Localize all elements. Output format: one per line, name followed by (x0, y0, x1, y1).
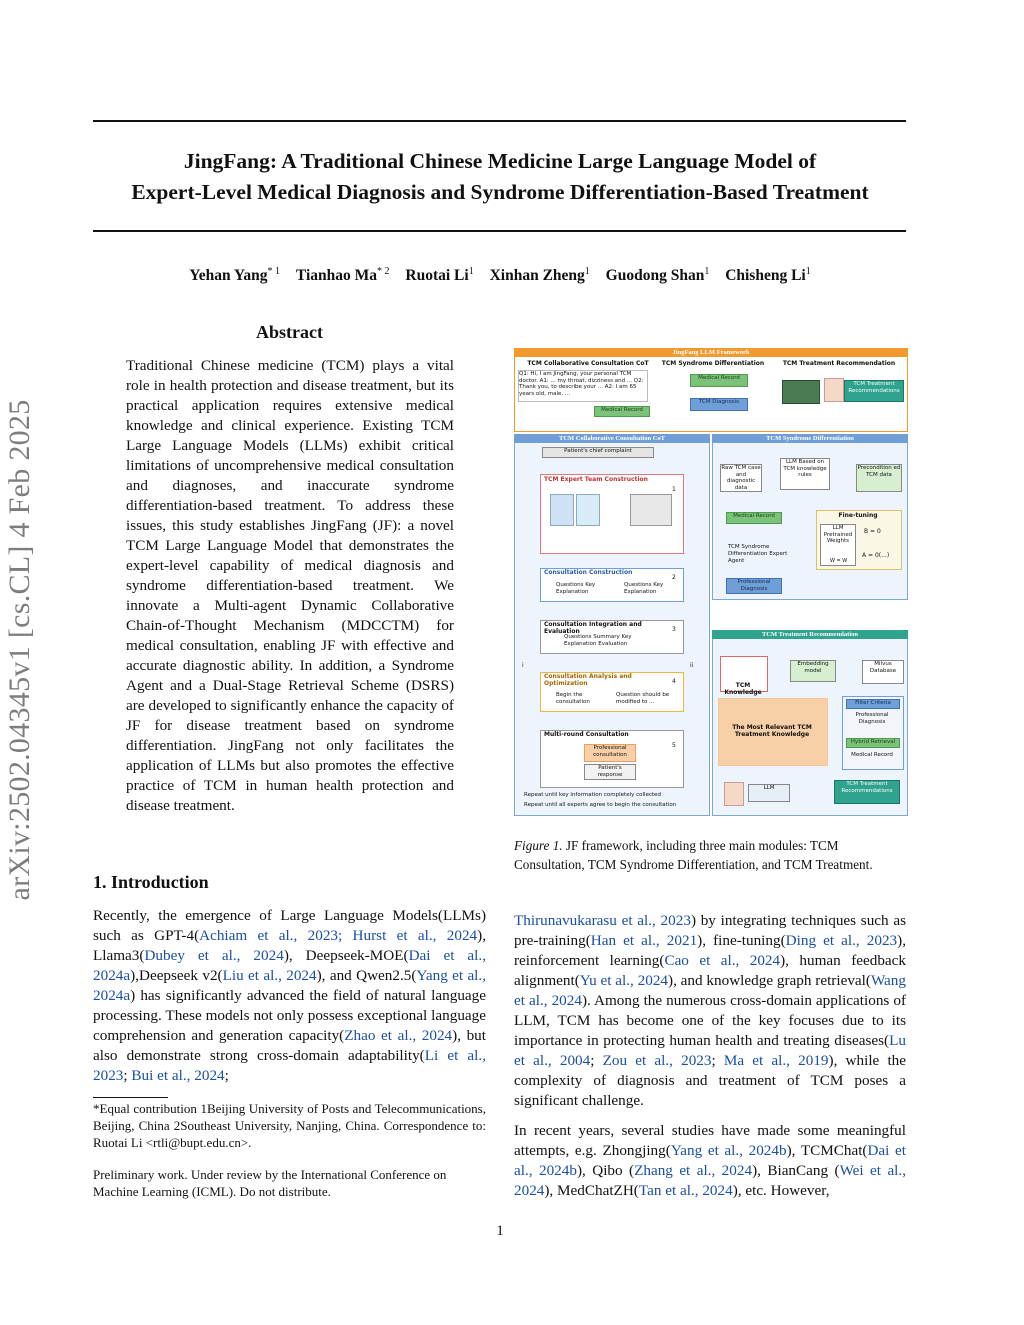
b-equation: B = 0 (864, 528, 881, 535)
author: Chisheng Li$^1$ (725, 266, 811, 285)
citation-link[interactable]: Wei et al., 2024 (514, 1162, 906, 1199)
fine-tuning-label: Fine-tuning (838, 512, 878, 519)
title-bottom-rule (93, 230, 906, 232)
step-5: 5 (672, 742, 676, 749)
page-number: 1 (496, 1223, 504, 1239)
prof-diagnosis-2: Professional Diagnosis (855, 712, 889, 725)
author-list (60, 266, 940, 285)
overview-medical-record-2: Medical Record (690, 374, 748, 387)
citation-link[interactable]: Liu et al., 2024 (222, 967, 317, 984)
analysis-label: Consultation Analysis and Optimization (544, 673, 632, 687)
consultation-construction-label: Consultation Construction (544, 569, 633, 576)
loop-ii-marker: ii (690, 662, 694, 669)
dialog-sample: Q1: Hi, I am JingFang, your personal TCM doctor. A1: ... my throat, dizziness and ... Q2: Thank you, to describe your ... A2: I am 65 years old, male, ... (518, 370, 648, 402)
title-line-2: Expert-Level Medical Diagnosis and Syndrome Differentiation-Based Treatment (131, 180, 869, 204)
doctor-icon (576, 494, 600, 526)
author: Tianhao Ma$^{* 2}$ (295, 266, 390, 285)
llm-box: LLM (748, 784, 790, 802)
step-4: 4 (672, 678, 676, 685)
repeat-note-2: Repeat until all experts agree to begin the consultation (524, 802, 677, 808)
milvus-database: Milvus Database (862, 660, 904, 684)
abstract-heading: Abstract (256, 322, 323, 342)
embedding-model: Embedding model (790, 660, 836, 682)
citation-link[interactable]: Wang et al., 2024 (514, 972, 906, 1009)
medical-record-2: Medical Record (851, 752, 893, 758)
repeat-note-1: Repeat until key information completely collected (524, 792, 662, 798)
citation-link[interactable]: Tan et al., 2024 (638, 1182, 733, 1199)
overview-treatment-recs: TCM Treatment Recommendations (844, 380, 904, 402)
intro-heading: 1. Introduction (93, 872, 209, 892)
questions-summary: Questions Summary Key Explanation Evaluation (564, 634, 632, 647)
precondition-box: Precondition ed TCM data (856, 464, 902, 492)
sd-expert-agent: TCM Syndrome Differentiation Expert Agent (728, 544, 788, 564)
framework-figure (512, 346, 908, 816)
footnote-rule (93, 1097, 168, 1098)
citation-link[interactable]: Zou et al., 2023 (602, 1052, 712, 1069)
citation-link[interactable]: Han et al., 2021 (590, 932, 698, 949)
figure-caption: Figure 1. JF framework, including three main modules: TCM Consultation, TCM Syndrome Differentiation, and TCM Treatment. (514, 838, 873, 872)
right-paragraph-2: In recent years, several studies have made some meaningful attempts, e.g. Zhongjing(Yang et al., 2024b), TCMChat(Dai et al., 2024b), Qibo (Zhang et al., 2024), BianCang (Wei et al., 2024), MedChatZH(Tan et al., 2024), etc. However, (514, 1122, 906, 1199)
step-1: 1 (672, 486, 676, 493)
citation-link[interactable]: Bui et al., 2024 (131, 1067, 225, 1084)
preliminary-notice: Preliminary work. Under review by the International Conference on Machine Learning (ICML). Do not distribute. (93, 1167, 447, 1199)
filter-criteria: Filter Criteria (846, 699, 900, 709)
footnote: *Equal contribution 1Beijing University of Posts and Telecommunications, Beijing, China 2Southeast University, Nanjing, China. Correspondence to: Ruotai Li <rtli@bupt.edu.cn>. (93, 1101, 486, 1150)
sd-medical-record: Medical Record (726, 512, 782, 524)
citation-link[interactable]: Zhao et al., 2024 (344, 1027, 453, 1044)
author: Ruotai Li$^1$ (405, 266, 474, 285)
overview-col-2: TCM Syndrome Differentiation (661, 360, 765, 367)
questions-key-left: Questions Key Explanation (556, 582, 596, 595)
modify-question: Question should be modified to ... (616, 692, 670, 705)
citation-link[interactable]: Yang et al., 2024a (93, 967, 486, 1004)
patient-icon (724, 782, 744, 806)
citation-link[interactable]: Lu et al., 2004 (514, 1032, 906, 1069)
step-2: 2 (672, 574, 676, 581)
treatment-recs-output: TCM Treatment Recommendations (834, 780, 900, 804)
title-top-rule (93, 120, 906, 122)
professional-diagnosis: Professional Diagnosis (726, 578, 782, 594)
patient-icon (824, 378, 844, 402)
consultation-cot-title: TCM Collaborative Consultation CoT (514, 434, 710, 443)
llm-rules-box: LLM Based on TCM knowledge rules (780, 458, 830, 490)
integration-label: Consultation Integration and Evaluation (544, 621, 642, 635)
robot-doctor-icon (630, 494, 672, 526)
multiround-label: Multi-round Consultation (544, 731, 629, 738)
title-line-1: JingFang: A Traditional Chinese Medicine Large Language Model of (183, 149, 817, 173)
llm-weights-box: LLM Pretrained Weights (820, 524, 856, 566)
citation-link[interactable]: Yu et al., 2024 (579, 972, 669, 989)
abstract-text: Traditional Chinese medicine (TCM) plays a vital role in health protection and disease treatment, but its practical application requires extensive medical knowledge and clinical experience. Existing TCM Large Language Models (LLMs) exhibit critical limitations of uncomprehensive medical consultation and diagnoses, and inaccurate syndrome differentiation-based treatment. To address these issues, this study establishes JingFang (JF): a novel TCM Large Language Model that demonstrates the expert-level capability of medical diagnosis and syndrome differentiation-based treatment. We innovate a Multi-agent Dynamic Collaborative Chain-of-Thought Mechanism (MDCCTM) for medical consultation, enabling JF with effective and accurate diagnostic ability. In addition, a Syndrome Agent and a Dual-Stage Retrieval Scheme (DSRS) are developed to significantly enhance the capacity of JF for disease treatment based on syndrome differentiation. JingFang not only facilitates the application of LLMs but also promotes the effective practice of TCM in human health protection and disease treatment. (126, 357, 454, 814)
questions-key-right: Questions Key Explanation (624, 582, 664, 595)
raw-case-box: Raw TCM case and diagnostic data (721, 465, 761, 491)
citation-link[interactable]: Yang et al., 2024b (670, 1142, 787, 1159)
author: Yehan Yang$^{* 1}$ (189, 266, 281, 285)
author: Guodong Shan$^1$ (605, 266, 710, 285)
tcm-knowledge-label: TCM Knowledge (724, 682, 762, 696)
doctor-icon (550, 494, 574, 526)
a-equation: A = 0(...) (862, 552, 890, 559)
overview-col-3: TCM Treatment Recommendation (782, 360, 896, 367)
citation-link[interactable]: Achiam et al., 2023; Hurst et al., 2024 (199, 927, 478, 944)
most-relevant-label: The Most Relevant TCM Treatment Knowledge (732, 724, 812, 738)
loop-i-marker: i (522, 662, 524, 669)
citation-link[interactable]: Li et al., 2023 (93, 1047, 486, 1084)
hybrid-retrieval: Hybrid Retrieval (846, 738, 900, 748)
overview-col-1: TCM Collaborative Consultation CoT (527, 360, 649, 367)
patients-response: Patient's response (584, 764, 636, 780)
begin-consultation: Begin the consultation (556, 692, 590, 705)
citation-link[interactable]: Thirunavukarasu et al., 2023 (514, 912, 691, 929)
citation-link[interactable]: Dubey et al., 2024 (144, 947, 284, 964)
overview-title: JingFang LLM Framework (514, 348, 908, 357)
professional-consultation: Professional consultation (584, 744, 636, 762)
computer-icon (782, 380, 820, 404)
overview-medical-record: Medical Record (594, 406, 650, 417)
citation-link[interactable]: Dai et al., 2024b (514, 1142, 906, 1179)
citation-link[interactable]: Ding et al., 2023 (785, 932, 898, 949)
syndrome-diff-title: TCM Syndrome Differentiation (712, 434, 908, 443)
citation-link[interactable]: Dai et al., 2024a (93, 947, 486, 984)
citation-link[interactable]: Ma et al., 2019 (723, 1052, 829, 1069)
right-paragraph-1: Thirunavukarasu et al., 2023) by integrating techniques such as pre-training(Han et al., 2021), fine-tuning(Ding et al., 2023), reinforcement learning(Cao et al., 2024), human feedback alignment(Yu et al., 2024), and knowledge graph retrieval(Wang et al., 2024). Among the numerous cross-domain applications of LLM, TCM has become one of the key focuses due to its importance in protecting human health and treating diseases(Lu et al., 2004; Zou et al., 2023; Ma et al., 2019), while the complexity of diagnosis and treatment of TCM poses a significant challenge. (514, 912, 907, 1109)
expert-team-label: TCM Expert Team Construction (544, 476, 648, 483)
patient-complaint: Patient's chief complaint (542, 447, 654, 458)
treatment-rec-title: TCM Treatment Recommendation (712, 630, 908, 639)
citation-link[interactable]: Zhang et al., 2024 (634, 1162, 753, 1179)
overview-tcm-diagnosis: TCM Diagnosis (690, 398, 748, 411)
w-equation: W = W (830, 558, 848, 564)
paper-title (60, 146, 940, 208)
step-3: 3 (672, 626, 676, 633)
citation-link[interactable]: Cao et al., 2024 (664, 952, 781, 969)
intro-paragraph: Recently, the emergence of Large Language Models(LLMs) such as GPT-4(Achiam et al., 2023; Hurst et al., 2024), Llama3(Dubey et al., 2024), Deepseek-MOE(Dai et al., 2024a),Deepseek v2(Liu et al., 2024), and Qwen2.5(Yang et al., 2024a) has significantly advanced the field of natural language processing. These models not only possess exceptional language comprehension and generation capacity(Zhao et al., 2024), but also demonstrate strong cross-domain adaptability(Li et al., 2023; Bui et al., 2024; (93, 907, 486, 1084)
author: Xinhan Zheng$^1$ (489, 266, 590, 285)
